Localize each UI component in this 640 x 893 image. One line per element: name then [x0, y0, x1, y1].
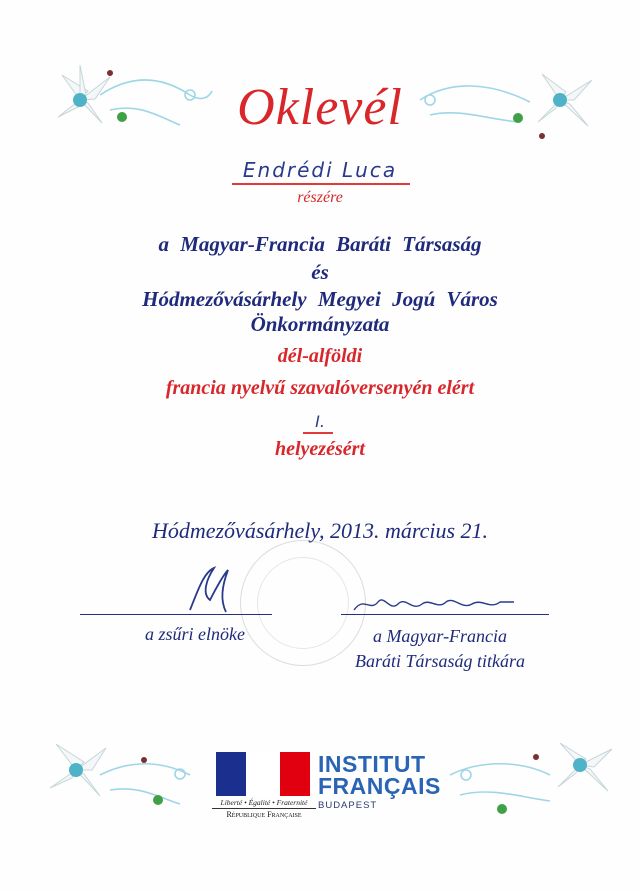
rf-motto: Liberté • Égalité • Fraternité [220, 798, 308, 807]
placement-suffix: helyezésért [275, 438, 365, 460]
flower-ornament-icon [440, 735, 620, 825]
rf-name: République Française [212, 808, 316, 819]
signature-line-right [341, 614, 549, 615]
signature-line-left [80, 614, 272, 615]
signature-left [170, 560, 250, 620]
organizer-line-2: Hódmezővásárhely Megyei Jogú Város [142, 287, 498, 311]
organizer-line-1: a Magyar-Francia Baráti Társaság [158, 232, 482, 256]
signature-right [350, 590, 520, 620]
conjunction: és [311, 260, 329, 284]
signature-caption-right [330, 624, 550, 674]
if-line-2: FRANÇAIS [318, 773, 441, 799]
republique-francaise-logo [212, 752, 312, 820]
placement-underline [303, 432, 333, 434]
french-flag-icon [216, 752, 310, 796]
event-line-1: dél-alföldi [277, 345, 363, 367]
certificate-title: Oklevél [237, 79, 403, 136]
placement-value: I. [315, 412, 325, 431]
organizer-line-3: Önkormányzata [250, 312, 390, 336]
if-line-1: INSTITUT [318, 751, 426, 777]
if-city: BUDAPEST [318, 800, 378, 811]
recipient-name: Endrédi Luca [242, 158, 398, 182]
flower-ornament-icon [40, 730, 210, 820]
date-line: Hódmezővásárhely, 2013. március 21. [151, 518, 489, 543]
event-line-2: francia nyelvű szavalóversenyén elért [165, 377, 475, 399]
institut-francais-logo [318, 751, 441, 811]
signature-caption-right-line-1: a Magyar-Francia [372, 626, 508, 646]
signature-caption-right-line-2: Baráti Társaság titkára [354, 651, 526, 671]
recipient-suffix: részére [297, 189, 343, 206]
signature-caption-left: a zsűri elnöke [145, 624, 245, 644]
recipient-underline [232, 183, 410, 185]
